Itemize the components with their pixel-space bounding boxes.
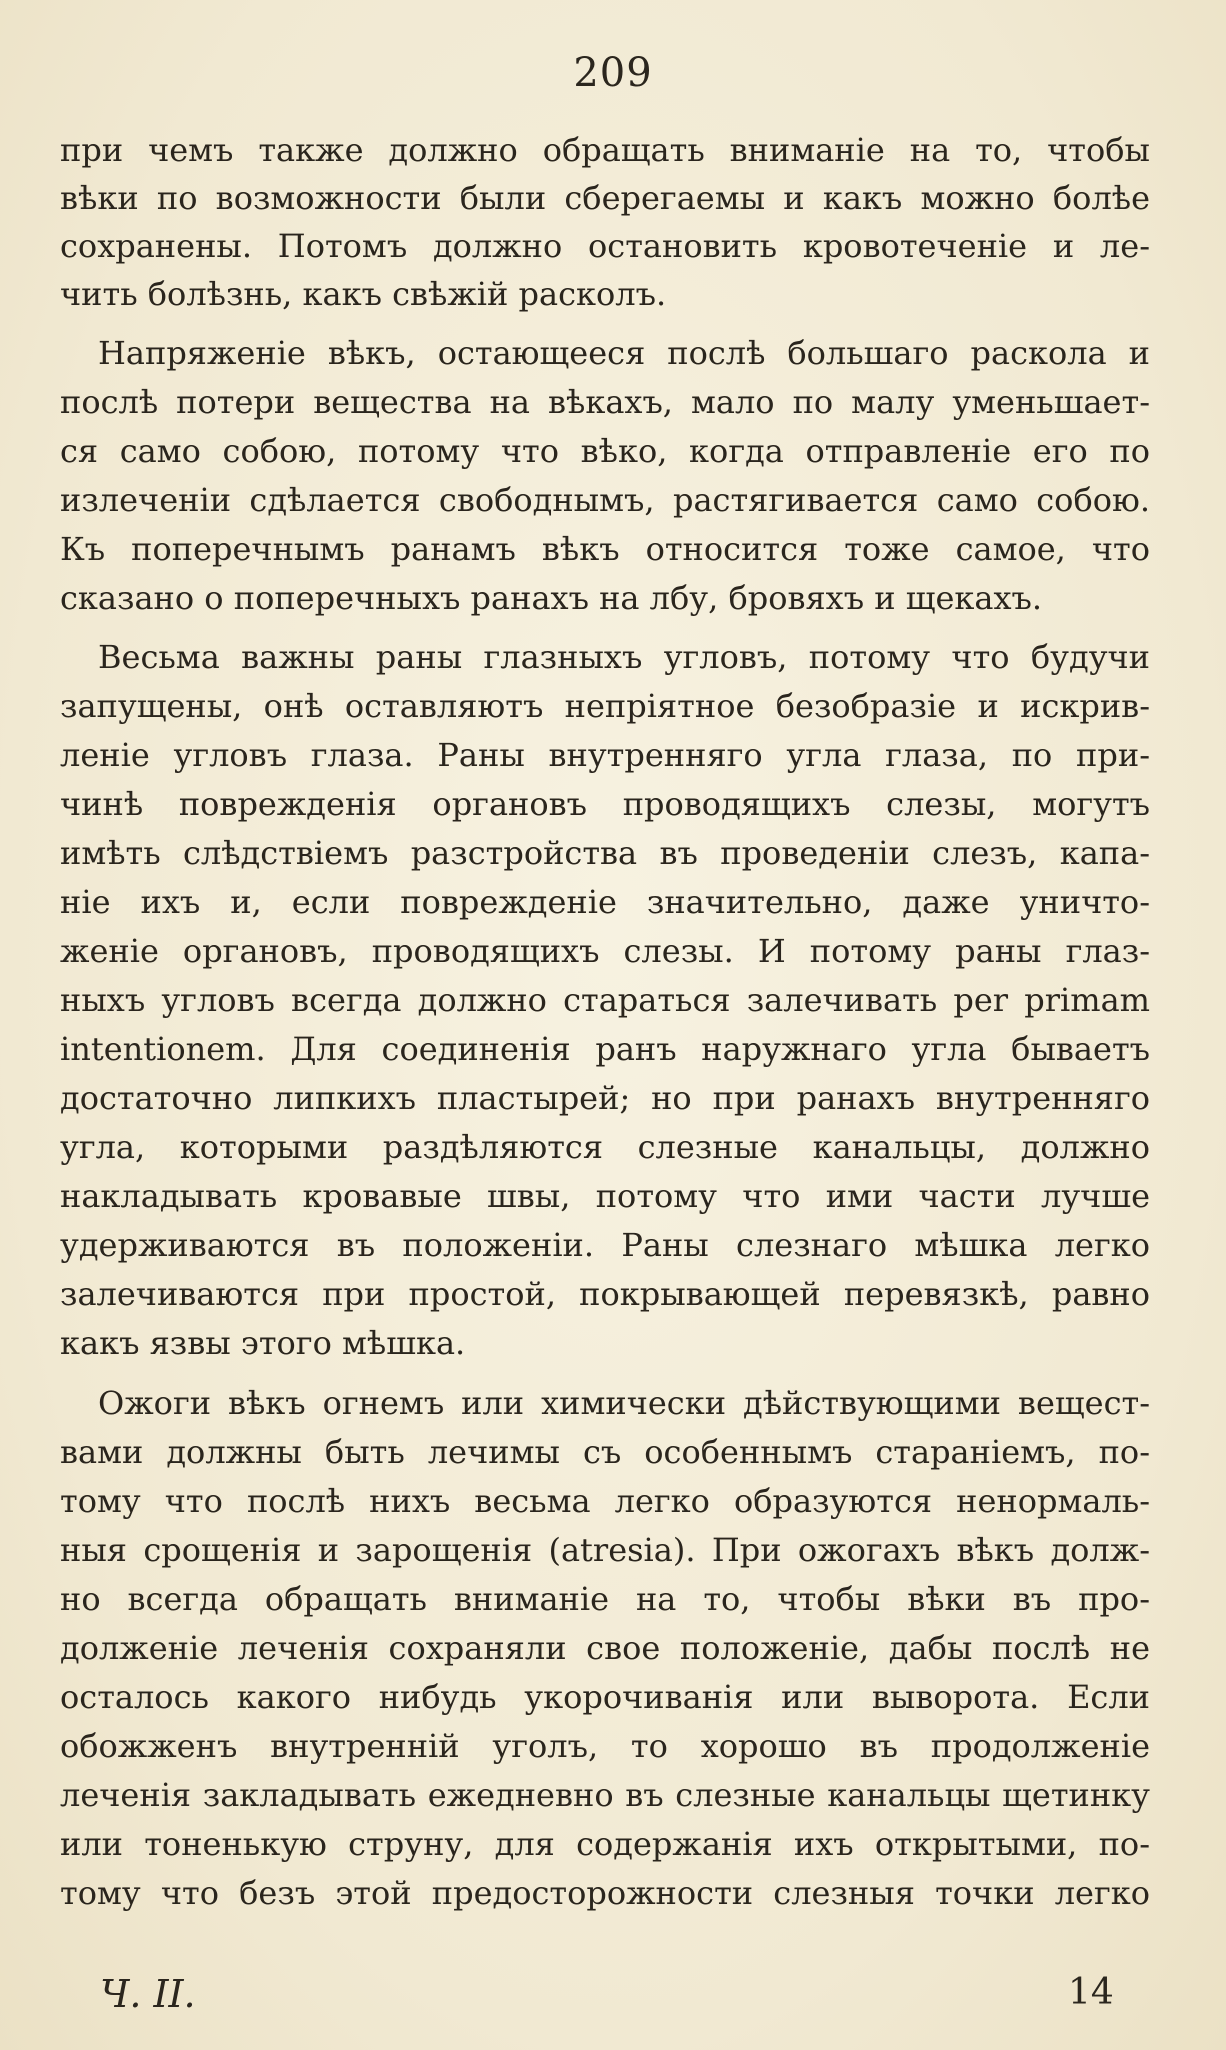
text-line: обожженъ внутренній уголъ, то хорошо въ продолженіе	[60, 1727, 1150, 1765]
text-line: достаточно липкихъ пластырей; но при ранахъ внутренняго	[60, 1079, 1150, 1117]
text-line: послѣ потери вещества на вѣкахъ, мало по малу уменьшает-	[60, 383, 1150, 421]
text-line: запущены, онѣ оставляютъ непріятное безобразіе и искрив-	[60, 687, 1150, 725]
text-line: осталось какого нибудь укорочиванія или выворота. Если	[60, 1678, 1150, 1716]
text-line: леніе угловъ глаза. Раны внутренняго угла глаза, по при-	[60, 736, 1150, 774]
text-line: ніе ихъ и, если поврежденіе значительно, даже уничто-	[60, 883, 1150, 921]
text-line: но всегда обращать вниманіе на то, чтобы вѣки въ про-	[60, 1580, 1150, 1618]
text-line: или тоненькую струну, для содержанія ихъ открытыми, по-	[60, 1825, 1150, 1863]
text-line: удерживаются въ положеніи. Раны слезнаго мѣшка легко	[60, 1226, 1150, 1264]
text-line: излеченіи сдѣлается свободнымъ, растягивается само собою.	[60, 481, 1150, 519]
text-line: чить болѣзнь, какъ свѣжій расколъ.	[60, 275, 667, 313]
signature-mark: Ч. II.	[100, 1972, 196, 2016]
text-line: имѣть слѣдствіемъ разстройства въ проведеніи слезъ, капа-	[60, 834, 1150, 872]
text-line: Ожоги вѣкъ огнемъ или химически дѣйствующими вещест-	[98, 1384, 1150, 1422]
text-line: intentionem. Для соединенія ранъ наружнаго угла бываетъ	[60, 1030, 1150, 1068]
text-line: Весьма важны раны глазныхъ угловъ, потому что будучи	[98, 638, 1150, 676]
text-line: тому что безъ этой предосторожности слезныя точки легко	[60, 1874, 1150, 1912]
text-line: вѣки по возможности были сберегаемы и какъ можно болѣе	[60, 179, 1150, 217]
text-line: накладывать кровавые швы, потому что ими части лучше	[60, 1177, 1150, 1215]
text-line: долженіе леченія сохраняли свое положеніе, дабы послѣ не	[60, 1629, 1150, 1667]
text-line: ся само собою, потому что вѣко, когда отправленіе его по	[60, 432, 1150, 470]
sheet-number: 14	[1068, 1972, 1114, 2013]
text-line: Напряженіе вѣкъ, остающееся послѣ большаго раскола и	[98, 334, 1150, 372]
text-line: какъ язвы этого мѣшка.	[60, 1324, 466, 1362]
text-line: сказано о поперечныхъ ранахъ на лбу, бровяхъ и щекахъ.	[60, 579, 1043, 617]
text-line: угла, которыми раздѣляются слезные канальцы, должно	[60, 1128, 1150, 1166]
text-line: тому что послѣ нихъ весьма легко образуются ненормаль-	[60, 1482, 1150, 1520]
text-line: залечиваются при простой, покрывающей перевязкѣ, равно	[60, 1275, 1150, 1313]
text-line: вами должны быть лечимы съ особеннымъ стараніемъ, по-	[60, 1433, 1150, 1471]
page-number: 209	[573, 50, 653, 96]
text-line: при чемъ также должно обращать вниманіе на то, чтобы	[60, 131, 1150, 169]
text-line: сохранены. Потомъ должно остановить кровотеченіе и ле-	[60, 227, 1150, 265]
text-line: чинѣ поврежденія органовъ проводящихъ слезы, могутъ	[60, 785, 1150, 823]
text-line: ныя срощенія и зарощенія (atresia). При ожогахъ вѣкъ долж-	[60, 1531, 1150, 1569]
text-line: Къ поперечнымъ ранамъ вѣкъ относится тоже самое, что	[60, 530, 1150, 568]
text-line: ныхъ угловъ всегда должно стараться залечивать per primam	[60, 981, 1150, 1019]
text-line: женіе органовъ, проводящихъ слезы. И потому раны глаз-	[60, 932, 1150, 970]
text-line: леченія закладывать ежедневно въ слезные канальцы щетинку	[60, 1776, 1150, 1814]
